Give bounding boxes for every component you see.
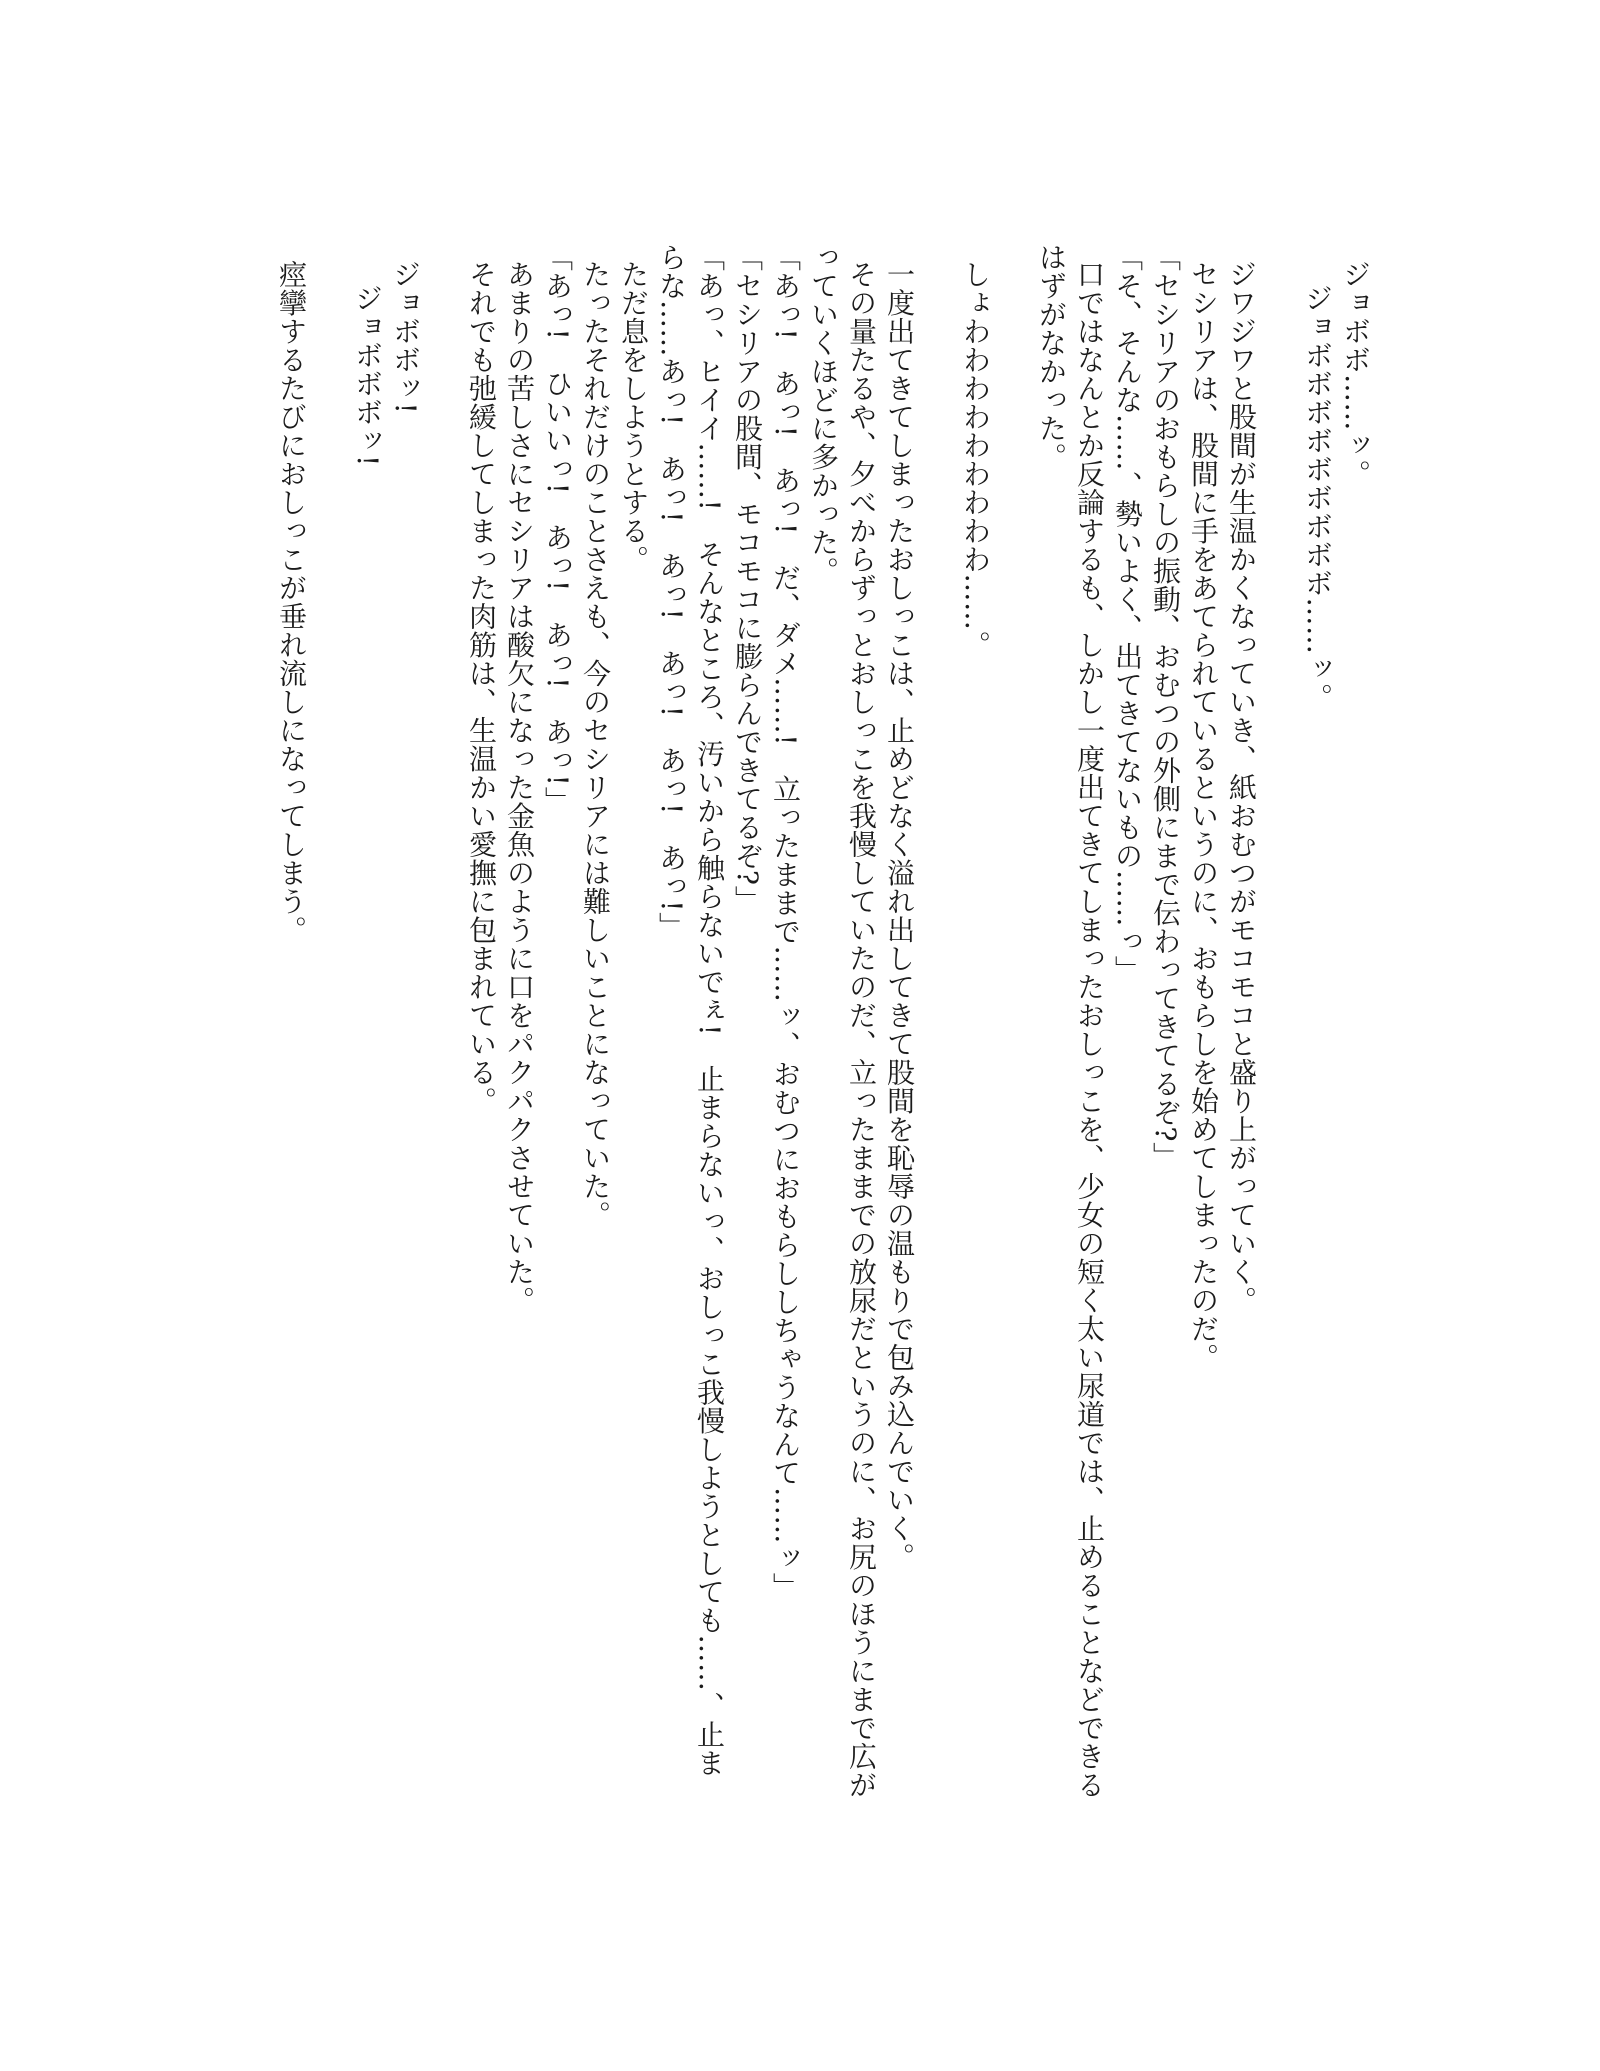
text-line-dialogue: 「セシリアのおもらしの振動、おむつの外側にまで伝わってきてるぞ?」 (1149, 243, 1182, 1171)
vertical-text-block (272, 243, 1374, 1883)
text-line-paragraph: あまりの苦しさにセシリアは酸欠になった金魚のように口をパクパクさせていた。 (503, 260, 536, 1315)
text-line-paragraph: 痙攣するたびにおしっこが垂れ流しになってしまう。 (275, 260, 308, 945)
text-line-paragraph: それでも弛緩してしまった肉筋は、生温かい愛撫に包まれている。 (465, 260, 498, 1116)
text-line-paragraph: セシリアは、股間に手をあてられているというのに、おもらしを始めてしまったのだ。 (1187, 260, 1220, 1372)
text-line-dialogue: 「あっ! あっ! あっ! だ、ダメ……! 立ったままで……ッ、おむつにおもらししちゃうなんて……ッ」 (769, 243, 802, 1602)
text-line-onomatopoeia: ジョボボッ! (389, 260, 422, 415)
text-line-onomatopoeia: しょわわわわわわわわわ……。 (959, 260, 992, 660)
text-line-onomatopoeia: ジョボボボッ! (351, 283, 384, 467)
text-line-continuation: っていくほどに多かった。 (807, 243, 840, 585)
text-line-paragraph: たったそれだけのことさえも、今のセシリアには難しいことになっていた。 (579, 260, 612, 1230)
text-line-dialogue: 「セシリアの股間、モコモコに膨らんできてるぞ?」 (731, 243, 764, 915)
text-line-continuation: らな……あっ! あっ! あっ! あっ! あっ! あっ!」 (655, 243, 688, 941)
text-line-dialogue: 「あっ、ヒイイ……! そんなところ、汚いから触らないでぇ! 止まらないっ、おしっこ我慢しようとしても……、止ま (693, 243, 726, 1778)
text-line-paragraph: 一度出てきてしまったおしっこは、止めどなく溢れ出してきて股間を恥辱の温もりで包み込んでいく。 (883, 260, 916, 1572)
text-line-paragraph: その量たるや、夕べからずっとおしっこを我慢していたのだ、立ったままでの放尿だというのに、お尻のほうにまで広が (845, 260, 878, 1800)
text-line-onomatopoeia: ジョボボ……ッ。 (1339, 260, 1372, 489)
text-line-paragraph: 口ではなんとか反論するも、しかし一度出てきてしまったおしっこを、少女の短く太い尿道では、止めることなどできる (1073, 260, 1106, 1800)
text-line-paragraph: ジワジワと股間が生温かくなっていき、紙おむつがモコモコと盛り上がっていく。 (1225, 260, 1258, 1315)
text-line-paragraph: ただ息をしようとする。 (617, 260, 650, 574)
text-line-onomatopoeia: ジョボボボボボボボボボ……ッ。 (1301, 283, 1334, 712)
text-line-dialogue: 「あっ! ひいいっ! あっ! あっ! あっ!」 (541, 243, 574, 815)
text-line-continuation: はずがなかった。 (1035, 243, 1068, 471)
text-line-dialogue: 「そ、そんな……、勢いよく、出てきてないもの……っ」 (1111, 243, 1144, 984)
